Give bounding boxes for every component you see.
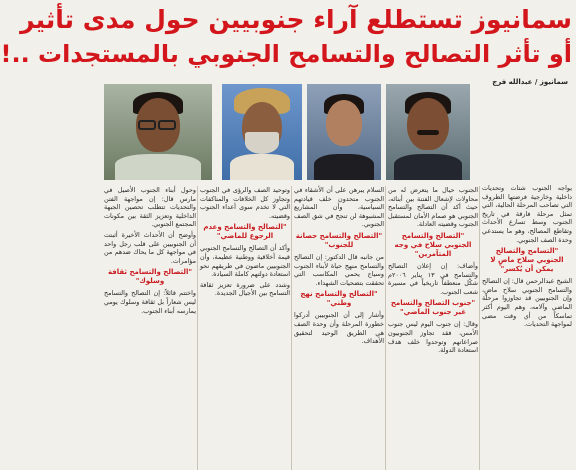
column-divider	[291, 186, 292, 470]
subheading: "التصالح والتسامح حصانة للجنوب"	[295, 231, 383, 249]
paragraph: وحول أبناء الجنوب الأصيل في مارس قال: إن مواجهة الفتن والتحديات تتطلب تحصين الجبهة الداخلية وتعزيز الثقة بين مكونات المجتمع الجنوبي.	[104, 186, 196, 229]
subheading: "جنوب التصالح والتسامح غير جنوب الماضي"	[390, 299, 476, 317]
article-column-2	[388, 186, 478, 470]
subheading: "التسامح والتصالح الجنوبي سلاح ماضٍ لا يمكن أن يُكسر"	[490, 247, 564, 274]
paragraph: وأكد أن التصالح والتسامح الجنوبي قيمة أخلاقية ووطنية عظيمة، وأن الجنوبيين ماضون في طريقهم نحو استعادة دولتهم كاملة السيادة.	[200, 244, 290, 279]
paragraph: وقال: إن جنوب اليوم ليس جنوب الأمس، فقد تجاوز الجنوبيون صراعاتهم وتوحدوا خلف هدف استعادة الدولة.	[388, 320, 478, 355]
article-column-1	[482, 184, 572, 468]
paragraph: الجنوب حيال ما يتعرض له من محاولات لإشعال الفتنة بين أبنائه، حيث أكد أن التصالح والتسامح الجنوبي هو صمام الأمان لمستقبل الجنوب وقضيته العادلة.	[388, 186, 478, 229]
subheading: "التصالح والتسامح وعدم الرجوع للماضي"	[203, 223, 287, 241]
column-divider	[479, 186, 480, 470]
portrait-photo-1	[104, 84, 212, 180]
paragraph: الشيخ عبدالرحمن قال: إن التصالح والتسامح الجنوبي سلاح ماضٍ، وإن الجنوبيين قد تجاوزوا مرحلة الماضي وآلامه، وهم اليوم أكثر تماسكاً من أي وقت مضى لمواجهة التحديات.	[482, 277, 572, 329]
portrait-photo-3	[307, 84, 381, 180]
paragraph: وأشار إلى أن الجنوبيين أدركوا خطورة المرحلة وأن وحدة الصف هي الطريق الوحيد لتحقيق الأهداف.	[294, 311, 384, 346]
subheading: "التصالح والتسامح الجنوبي سلاح في وجه المتآمرين"	[394, 231, 472, 258]
portrait-photo-2	[222, 84, 302, 180]
headline-line-2: أو تأثر التصالح والتسامح الجنوبي بالمستجدات ..!	[0, 40, 572, 68]
article-column-3	[294, 186, 384, 470]
paragraph: يواجه الجنوب شتات وتحديات داخلية وخارجية فرضتها الظروف التي تصاحب المرحلة الحالية، التي تمثل مرحلة فارقة في تاريخ الجنوب وسط تسارع الأحداث وتقاطع المصالح، وهو ما يستدعي وحدة الصف الجنوبي.	[482, 184, 572, 244]
column-divider	[197, 186, 198, 470]
paragraph: وشدد على ضرورة تعزيز ثقافة التسامح بين الأجيال الجديدة.	[200, 280, 290, 298]
article-column-4	[200, 186, 290, 470]
byline: سمانيوز / عبدالله فرج	[492, 78, 568, 86]
subheading: "التصالح والتسامح نهج وطني"	[300, 290, 378, 308]
paragraph: وأوضح أن الأحداث الأخيرة أثبتت أن الجنوبيين على قلب رجل واحد في مواجهة كل ما يحاك ضدهم من مؤامرات.	[104, 230, 196, 265]
photo-strip	[104, 84, 572, 184]
portrait-photo-4	[386, 84, 470, 180]
paragraph: وأضاف: إن إعلان التصالح والتسامح في ١٣ يناير ٢٠٠٦م شكّل منعطفاً تاريخياً في مسيرة شعب الجنوب.	[388, 261, 478, 296]
column-divider	[385, 186, 386, 470]
headline-line-1: سمانيوز تستطلع آراء جنوبيين حول مدى تأثير	[20, 5, 572, 34]
paragraph: من جانبه قال الدكتور: إن التصالح والتسامح منهج حياة لأبناء الجنوب وسياج يحمي المكاسب التي تحققت بتضحيات الشهداء.	[294, 252, 384, 287]
paragraph: وتوحيد الصف والرؤى في الجنوب وتجاوز كل الخلافات والمناكفات التي لا تخدم سوى أعداء الجنوب وقضيته.	[200, 186, 290, 220]
subheading: "التصالح والتسامح ثقافة وسلوك"	[107, 268, 193, 286]
paragraph: السلام يبرهن على أن الأشقاء في الجنوب متحدون خلف قيادتهم السياسية، وأن المشاريع المشبوهة لن تنجح في شق الصف الجنوبي.	[294, 186, 384, 229]
article-column-5	[104, 186, 196, 470]
paragraph: واختتم قائلاً: إن التصالح والتسامح ليس شعاراً بل ثقافة وسلوك يومي يمارسه أبناء الجنوب.	[104, 289, 196, 315]
